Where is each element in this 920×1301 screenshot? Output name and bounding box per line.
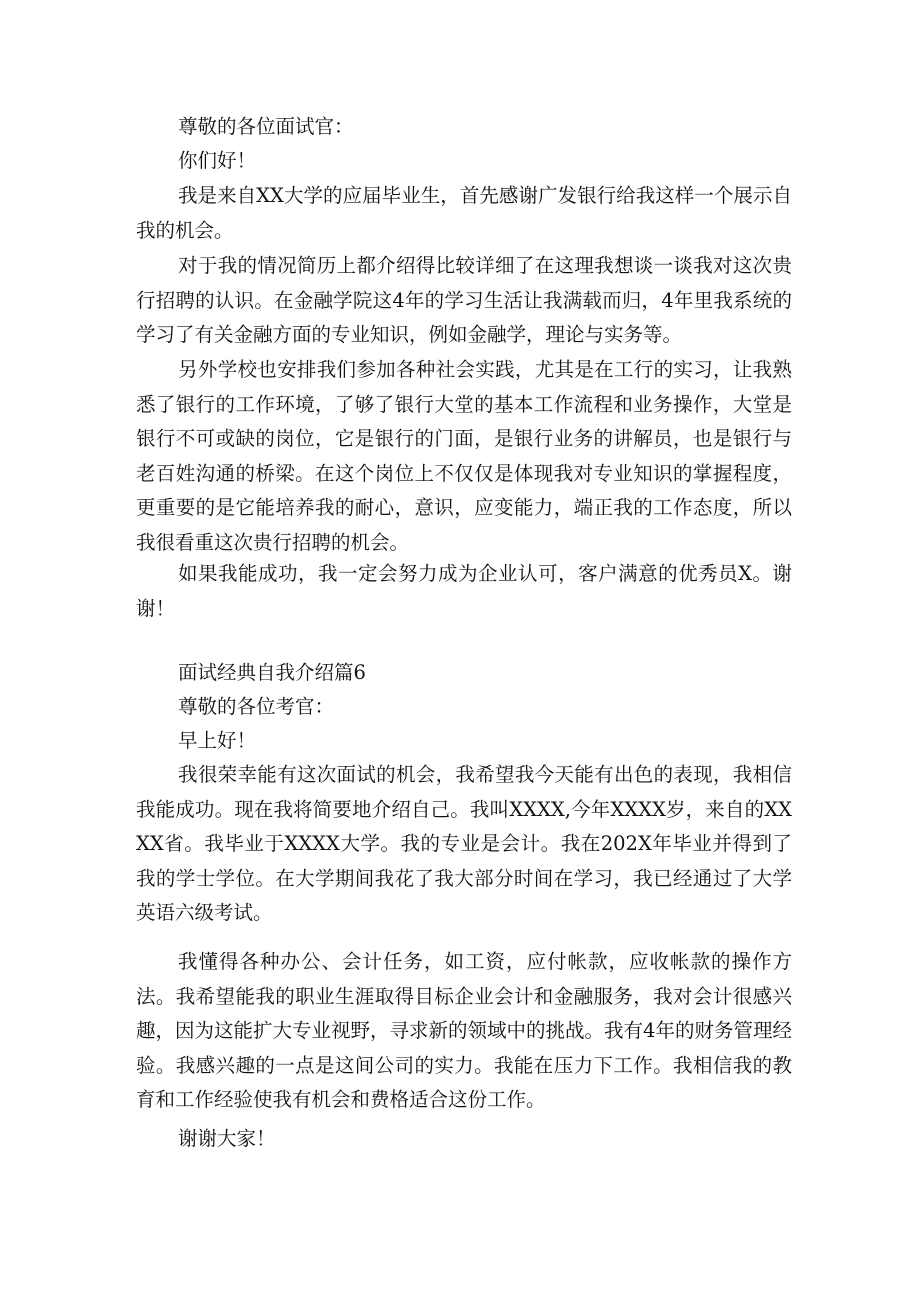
paragraph-closing-wish: 如果我能成功，我一定会努力成为企业认可，客户满意的优秀员X。谢谢！ bbox=[136, 562, 792, 620]
paragraph-practice: 另外学校也安排我们参加各种社会实践，尤其是在工行的实习，让我熟悉了银行的工作环境，了够了银行大堂的基本工作流程和业务操作，大堂是银行不可或缺的岗位，它是银行的门面，是银行业务的讲解员，也是银行与老百姓沟通的桥梁。在这个岗位上不仅仅是体现我对专业知识的掌握程度，更重要的是它能培养我的耐心，意识，应变能力，端正我的工作态度，所以我很看重这次贵行招聘的机会。 bbox=[136, 358, 792, 554]
greeting-morning: 早上好！ bbox=[178, 729, 257, 752]
salutation-interviewers: 尊敬的各位面试官： bbox=[178, 115, 354, 138]
salutation-examiners: 尊敬的各位考官： bbox=[178, 695, 335, 718]
paragraph-self-intro: 我很荣幸能有这次面试的机会，我希望我今天能有出色的表现，我相信我能成功。现在我将简要地介绍自己。我叫XXXX,今年XXXX岁，来自的XXXX省。我毕业于XXXX大学。我的专业是会计。我在202X年毕业并得到了我的学士学位。在大学期间我花了我大部分时间在学习，我已经通过了大学英语六级考试。 bbox=[136, 763, 792, 924]
paragraph-skills: 我懂得各种办公、会计任务，如工资，应付帐款，应收帐款的操作方法。我希望能我的职业生涯取得目标企业会计和金融服务，我对会计很感兴趣，因为这能扩大专业视野，寻求新的领域中的挑战。我有4年的财务管理经验。我感兴趣的一点是这间公司的实力。我能在压力下工作。我相信我的教育和工作经验使我有机会和费格适合这份工作。 bbox=[136, 950, 792, 1111]
closing-thanks: 谢谢大家！ bbox=[178, 1127, 276, 1150]
section-title: 面试经典自我介绍篇6 bbox=[178, 661, 366, 684]
greeting-hello: 你们好！ bbox=[178, 149, 257, 172]
paragraph-recruitment-view: 对于我的情况简历上都介绍得比较详细了在这理我想谈一谈我对这次贵行招聘的认识。在金融学院这4年的学习生活让我满载而归，4年里我系统的学习了有关金融方面的专业知识，例如金融学，理论与实务等。 bbox=[136, 254, 792, 346]
paragraph-intro: 我是来自XX大学的应届毕业生，首先感谢广发银行给我这样一个展示自我的机会。 bbox=[136, 184, 792, 242]
